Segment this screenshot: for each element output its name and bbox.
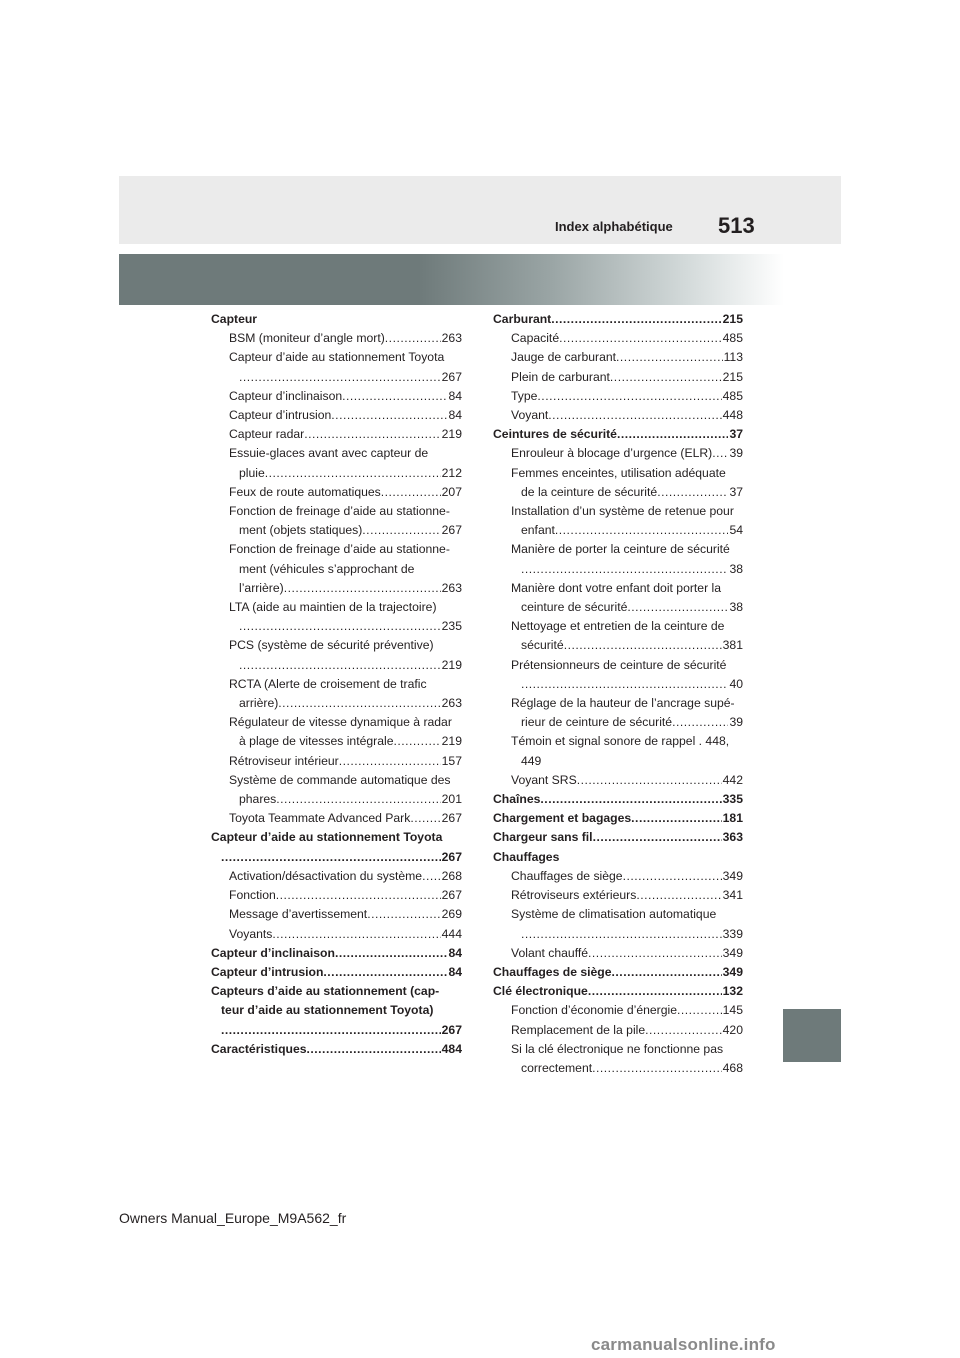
- dot-leader: [272, 925, 440, 944]
- dot-leader: [593, 828, 722, 847]
- index-entry: [493, 925, 743, 944]
- index-entry: [211, 368, 462, 387]
- entry-page-number: 84: [448, 408, 462, 423]
- entry-term: Nettoyage et entretien de la ceinture de: [511, 619, 725, 634]
- entry-term: Voyant SRS: [511, 772, 577, 787]
- dot-leader: [304, 425, 440, 444]
- dot-leader: [276, 790, 440, 809]
- entry-term: arrière): [239, 696, 279, 711]
- dot-leader: [631, 809, 721, 828]
- index-entry: [211, 636, 462, 655]
- entry-term: Chaînes: [493, 792, 541, 807]
- entry-page-number: 267: [441, 888, 462, 903]
- entry-term: Chauffages: [493, 849, 560, 864]
- entry-term: ceinture de sécurité: [521, 600, 628, 615]
- entry-page-number: 267: [441, 369, 462, 384]
- entry-page-number: 268: [441, 868, 462, 883]
- entry-term: Capteurs d’aide au stationnement (cap-: [211, 984, 440, 999]
- index-entry: [493, 329, 743, 348]
- index-entry: [493, 310, 743, 329]
- index-entry: [211, 598, 462, 617]
- index-entry: [211, 828, 462, 847]
- dot-leader: [265, 464, 441, 483]
- dot-leader: [612, 963, 722, 982]
- entry-term: Capteur d’inclinaison: [229, 388, 343, 403]
- dot-leader: [367, 905, 440, 924]
- index-entry: [493, 694, 743, 713]
- index-entry: [493, 828, 743, 847]
- index-entry: [493, 444, 743, 463]
- entry-term: LTA (aide au maintien de la trajectoire): [229, 600, 437, 615]
- dot-leader: [540, 790, 721, 809]
- footer-manual-id: Owners Manual_Europe_M9A562_fr: [119, 1210, 347, 1226]
- index-entry: [493, 963, 743, 982]
- entry-term: PCS (système de sécurité préventive): [229, 638, 434, 653]
- entry-term: Capteur d’aide au stationnement Toyota: [211, 830, 443, 845]
- index-entry: [211, 444, 462, 463]
- entry-page-number: 363: [722, 830, 743, 845]
- entry-page-number: 267: [441, 1022, 462, 1037]
- index-entry: [211, 771, 462, 790]
- entry-term: Fonction: [229, 888, 276, 903]
- dot-leader: [307, 1040, 441, 1059]
- entry-page-number: 39: [729, 715, 743, 730]
- index-entry: [493, 886, 743, 905]
- entry-page-number: 201: [441, 792, 462, 807]
- entry-term: Fonction d’économie d’énergie: [511, 1003, 677, 1018]
- index-entry: [493, 771, 743, 790]
- entry-term: Voyants: [229, 926, 273, 941]
- entry-page-number: 212: [441, 465, 462, 480]
- index-entry: [211, 848, 462, 867]
- page-number: 513: [718, 213, 755, 238]
- entry-term: Réglage de la hauteur de l’ancrage supé-: [511, 696, 735, 711]
- dot-leader: [623, 867, 722, 886]
- dot-leader: [239, 617, 441, 636]
- index-entry: [211, 406, 462, 425]
- dot-leader: [677, 1001, 722, 1020]
- dot-leader: [385, 329, 441, 348]
- index-entry: [211, 867, 462, 886]
- dot-leader: [577, 771, 722, 790]
- dot-leader: [645, 1021, 722, 1040]
- index-entry: [211, 310, 462, 329]
- index-entry: [493, 656, 743, 675]
- index-entry: [493, 675, 743, 694]
- entry-page-number: 420: [722, 1022, 743, 1037]
- entry-term: Manière de porter la ceinture de sécurité: [511, 542, 730, 557]
- dot-leader: [521, 675, 728, 694]
- entry-term: Fonction de freinage d’aide au stationne-: [229, 542, 450, 557]
- entry-term: 449: [521, 753, 542, 768]
- index-entry: [493, 636, 743, 655]
- entry-term: Activation/désactivation du système: [229, 868, 423, 883]
- index-entry: [493, 368, 743, 387]
- entry-page-number: 219: [441, 734, 462, 749]
- entry-page-number: 263: [441, 580, 462, 595]
- index-entry: [211, 502, 462, 521]
- entry-term: à plage de vitesses intégrale: [239, 734, 394, 749]
- dot-leader: [362, 521, 440, 540]
- entry-term: Régulateur de vitesse dynamique à radar: [229, 715, 452, 730]
- index-entry: [493, 425, 743, 444]
- entry-term: Rétroviseur intérieur: [229, 753, 339, 768]
- entry-page-number: 349: [722, 964, 743, 979]
- dot-leader: [555, 521, 729, 540]
- dot-leader: [588, 982, 722, 1001]
- index-entry: [493, 521, 743, 540]
- index-entry: [211, 675, 462, 694]
- entry-page-number: 145: [722, 1003, 743, 1018]
- entry-page-number: 38: [729, 561, 743, 576]
- entry-page-number: 219: [441, 427, 462, 442]
- index-entry: [211, 925, 462, 944]
- entry-page-number: 485: [722, 388, 743, 403]
- entry-page-number: 263: [441, 696, 462, 711]
- index-entry: [493, 944, 743, 963]
- entry-page-number: 84: [448, 388, 462, 403]
- entry-term: Remplacement de la pile: [511, 1022, 646, 1037]
- dot-leader: [672, 713, 728, 732]
- entry-term: correctement: [521, 1060, 593, 1075]
- entry-term: Capacité: [511, 331, 560, 346]
- dot-leader: [610, 368, 722, 387]
- entry-page-number: 54: [729, 523, 743, 538]
- index-entry: [493, 598, 743, 617]
- entry-term: Carburant: [493, 312, 552, 326]
- entry-term: Jauge de carburant: [511, 350, 617, 365]
- entry-term: Système de climatisation automatique: [511, 907, 717, 922]
- index-entry: [211, 713, 462, 732]
- dot-leader: [627, 598, 728, 617]
- entry-page-number: 341: [722, 888, 743, 903]
- dot-leader: [521, 560, 728, 579]
- entry-page-number: 263: [441, 331, 462, 346]
- index-entry: [493, 560, 743, 579]
- index-entry: [493, 867, 743, 886]
- index-entry: [493, 617, 743, 636]
- watermark: carmanualsonline.info: [591, 1335, 776, 1354]
- dot-leader: [537, 387, 721, 406]
- entry-term: enfant: [521, 523, 555, 538]
- dot-leader: [381, 483, 441, 502]
- entry-term: Caractéristiques: [211, 1041, 307, 1056]
- entry-page-number: 113: [723, 350, 743, 365]
- entry-term: Rétroviseurs extérieurs: [511, 888, 637, 903]
- entry-term: Si la clé électronique ne fonctionne pas: [511, 1041, 724, 1056]
- index-entry: [493, 1001, 743, 1020]
- entry-page-number: 349: [722, 868, 743, 883]
- header-gradient-bar: [119, 254, 784, 305]
- dot-leader: [221, 1021, 441, 1040]
- dot-leader: [617, 425, 728, 444]
- index-entry: [493, 752, 743, 771]
- entry-page-number: 267: [441, 849, 462, 864]
- entry-term: phares: [239, 792, 277, 807]
- entry-term: Essuie-glaces avant avec capteur de: [229, 446, 429, 461]
- entry-page-number: 335: [722, 792, 743, 807]
- index-entry: [211, 560, 462, 579]
- dot-leader: [342, 387, 447, 406]
- dot-leader: [548, 406, 721, 425]
- dot-leader: [422, 867, 441, 886]
- entry-term: Fonction de freinage d’aide au stationne-: [229, 504, 450, 519]
- dot-leader: [521, 925, 722, 944]
- index-entry: [493, 1021, 743, 1040]
- index-entry: [211, 790, 462, 809]
- entry-term: BSM (moniteur d’angle mort): [229, 331, 385, 346]
- dot-leader: [712, 444, 728, 463]
- entry-term: Ceintures de sécurité: [493, 427, 617, 442]
- dot-leader: [559, 329, 722, 348]
- dot-leader: [221, 848, 441, 867]
- entry-page-number: 157: [441, 753, 462, 768]
- entry-term: Capteur: [211, 312, 258, 326]
- entry-term: Manière dont votre enfant doit porter la: [511, 580, 722, 595]
- entry-term: Chauffages de siège: [511, 868, 623, 883]
- entry-term: Type: [511, 388, 538, 403]
- entry-page-number: 219: [441, 657, 462, 672]
- entry-term: Feux de route automatiques: [229, 484, 381, 499]
- entry-page-number: 39: [729, 446, 743, 461]
- entry-term: ment (véhicules s’approchant de: [239, 561, 415, 576]
- index-entry: [493, 464, 743, 483]
- entry-term: Capteur d’aide au stationnement Toyota: [229, 350, 445, 365]
- index-entry: [493, 483, 743, 502]
- index-column-left: [211, 310, 462, 1059]
- entry-page-number: 381: [722, 638, 743, 653]
- entry-page-number: 444: [441, 926, 462, 941]
- entry-term: Message d’avertissement: [229, 907, 368, 922]
- entry-page-number: 40: [729, 676, 743, 691]
- index-entry: [211, 464, 462, 483]
- dot-leader: [588, 944, 722, 963]
- entry-term: teur d’aide au stationnement Toyota): [221, 1003, 434, 1018]
- entry-page-number: 485: [722, 331, 743, 346]
- dot-leader: [335, 944, 448, 963]
- index-entry: [211, 752, 462, 771]
- index-entry: [493, 713, 743, 732]
- entry-term: Capteur radar: [229, 427, 305, 442]
- entry-term: Voyant: [511, 408, 549, 423]
- dot-leader: [284, 579, 441, 598]
- entry-page-number: 448: [722, 408, 743, 423]
- entry-page-number: 37: [729, 484, 743, 499]
- entry-term: rieur de ceinture de sécurité: [521, 715, 673, 730]
- dot-leader: [564, 636, 722, 655]
- entry-page-number: 339: [722, 926, 743, 941]
- index-entry: [211, 886, 462, 905]
- entry-page-number: 207: [441, 484, 462, 499]
- index-entry: [211, 809, 462, 828]
- dot-leader: [339, 752, 441, 771]
- entry-term: Toyota Teammate Advanced Park: [229, 811, 411, 826]
- entry-page-number: 38: [729, 600, 743, 615]
- entry-term: Capteur d’inclinaison: [211, 945, 335, 960]
- index-entry: [493, 809, 743, 828]
- dot-leader: [276, 886, 441, 905]
- index-entry: [493, 1040, 743, 1059]
- index-entry: [493, 982, 743, 1001]
- index-entry: [493, 348, 743, 367]
- index-entry: [211, 387, 462, 406]
- entry-term: l’arrière): [239, 580, 284, 595]
- entry-term: Système de commande automatique des: [229, 772, 451, 787]
- entry-term: Clé électronique: [493, 984, 588, 999]
- entry-term: ment (objets statiques): [239, 523, 363, 538]
- index-entry: [493, 502, 743, 521]
- entry-term: Chargeur sans fil: [493, 830, 593, 845]
- index-entry: [211, 982, 462, 1001]
- index-entry: [211, 579, 462, 598]
- dot-leader: [331, 406, 447, 425]
- dot-leader: [239, 368, 441, 387]
- index-entry: [493, 790, 743, 809]
- entry-term: Femmes enceintes, utilisation adéquate: [511, 465, 726, 480]
- entry-page-number: 235: [441, 619, 462, 634]
- entry-term: Capteur d’intrusion: [211, 964, 324, 979]
- index-entry: [493, 848, 743, 867]
- index-entry: [211, 905, 462, 924]
- index-entry: [493, 387, 743, 406]
- entry-term: Volant chauffé: [511, 945, 589, 960]
- index-entry: [493, 732, 743, 751]
- entry-page-number: 267: [441, 523, 462, 538]
- index-column-right: [493, 310, 743, 1078]
- section-title: Index alphabétique: [555, 219, 673, 234]
- entry-term: RCTA (Alerte de croisement de trafic: [229, 676, 427, 691]
- entry-page-number: 84: [448, 964, 462, 979]
- entry-page-number: 37: [729, 427, 743, 442]
- dot-leader: [239, 656, 441, 675]
- index-entry: [211, 944, 462, 963]
- index-entry: [211, 1040, 462, 1059]
- index-entry: [211, 540, 462, 559]
- dot-leader: [551, 310, 721, 329]
- dot-leader: [657, 483, 728, 502]
- index-entry: [493, 579, 743, 598]
- entry-term: Prétensionneurs de ceinture de sécurité: [511, 657, 727, 672]
- index-entry: [211, 732, 462, 751]
- index-entry: [211, 1001, 462, 1020]
- dot-leader: [323, 963, 447, 982]
- index-entry: [211, 521, 462, 540]
- dot-leader: [592, 1059, 722, 1078]
- entry-page-number: 215: [722, 312, 743, 326]
- dot-leader: [636, 886, 721, 905]
- entry-page-number: 215: [722, 369, 743, 384]
- entry-page-number: 181: [722, 811, 743, 826]
- entry-term: Capteur d’intrusion: [229, 408, 332, 423]
- entry-page-number: 267: [441, 811, 462, 826]
- entry-term: pluie: [239, 465, 265, 480]
- entry-term: Installation d’un système de retenue pour: [511, 504, 734, 519]
- entry-page-number: 132: [722, 984, 743, 999]
- index-entry: [493, 905, 743, 924]
- index-entry: [493, 406, 743, 425]
- entry-term: Chargement et bagages: [493, 811, 632, 826]
- index-entry: [211, 425, 462, 444]
- entry-page-number: 84: [448, 945, 462, 960]
- dot-leader: [278, 694, 440, 713]
- index-entry: [211, 483, 462, 502]
- section-thumb-tab: [783, 1009, 841, 1062]
- index-entry: [211, 694, 462, 713]
- entry-term: Enrouleur à blocage d’urgence (ELR): [511, 446, 713, 461]
- dot-leader: [616, 348, 723, 367]
- index-entry: [211, 617, 462, 636]
- index-entry: [493, 1059, 743, 1078]
- index-entry: [211, 348, 462, 367]
- entry-page-number: 442: [722, 772, 743, 787]
- dot-leader: [393, 732, 440, 751]
- entry-page-number: 349: [722, 945, 743, 960]
- entry-term: Plein de carburant: [511, 369, 610, 384]
- index-entry: [211, 1021, 462, 1040]
- entry-term: Témoin et signal sonore de rappel . 448,: [511, 734, 730, 749]
- index-entry: [211, 329, 462, 348]
- entry-page-number: 484: [441, 1041, 462, 1056]
- entry-page-number: 468: [722, 1060, 743, 1075]
- index-entry: [211, 656, 462, 675]
- entry-term: de la ceinture de sécurité: [521, 484, 658, 499]
- entry-term: sécurité: [521, 638, 564, 653]
- entry-term: Chauffages de siège: [493, 964, 612, 979]
- index-entry: [493, 540, 743, 559]
- index-entry: [211, 963, 462, 982]
- entry-page-number: 269: [441, 907, 462, 922]
- dot-leader: [410, 809, 440, 828]
